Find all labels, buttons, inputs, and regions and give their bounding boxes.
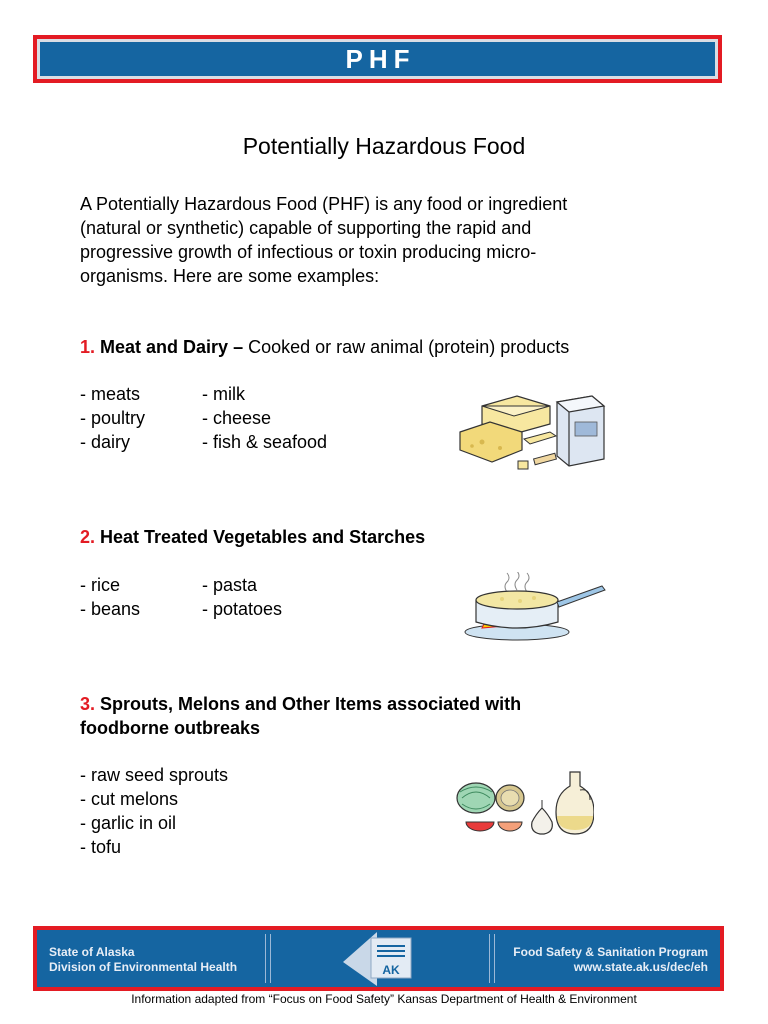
section-title: Sprouts, Melons and Other Items associated with	[100, 694, 522, 714]
pot-handle	[557, 586, 605, 607]
item-column	[80, 382, 145, 454]
item-column	[202, 382, 327, 454]
intro-line: (natural or synthetic) capable of supporting the rapid and	[80, 218, 532, 238]
footer-divider	[265, 934, 266, 983]
intro-line: organisms. Here are some examples:	[80, 266, 380, 286]
intro-paragraph	[80, 192, 680, 288]
list-item: - cut melons	[80, 789, 179, 809]
melons-garlic-illustration	[452, 768, 594, 840]
header-banner-inner	[40, 42, 715, 76]
footer-divider	[489, 934, 490, 983]
item-column	[80, 573, 140, 621]
footer-banner	[33, 926, 724, 991]
list-item: - rice	[80, 575, 120, 595]
section-title: Heat Treated Vegetables and Starches	[100, 527, 426, 547]
list-item: - garlic in oil	[80, 813, 177, 833]
cooking-pot-illustration	[462, 572, 607, 644]
page-title: Potentially Hazardous Food	[242, 133, 526, 159]
footer-divider	[270, 934, 271, 983]
alaska-logo-icon	[337, 928, 417, 988]
section-number: 2.	[80, 527, 96, 547]
intro-line: A Potentially Hazardous Food (PHF) is any food or ingredient	[80, 194, 568, 214]
section-number: 3.	[80, 694, 96, 714]
footer-program	[513, 945, 708, 975]
footer-divider	[494, 934, 495, 983]
intro-line: progressive growth of infectious or toxin producing micro-	[80, 242, 537, 262]
item-column	[80, 763, 228, 859]
header-banner	[33, 35, 722, 83]
section-number: 1.	[80, 337, 96, 357]
list-item: - poultry	[80, 408, 146, 428]
dairy-illustration	[452, 384, 612, 474]
section-1-heading	[80, 335, 680, 359]
logo-text: AK	[382, 963, 400, 977]
footer-state: State of Alaska	[49, 945, 135, 959]
section-separator: –	[228, 337, 249, 357]
section-description: Cooked or raw animal (protein) products	[248, 337, 570, 357]
list-item: - milk	[202, 384, 245, 404]
list-item: - tofu	[80, 837, 122, 857]
source-caption: Information adapted from “Focus on Food Safety” Kansas Department of Health & Environment	[131, 992, 637, 1006]
item-column	[202, 573, 282, 621]
section-3-heading	[80, 692, 680, 740]
footer-division: Division of Environmental Health	[49, 960, 238, 974]
section-title-continued: foodborne outbreaks	[80, 718, 261, 738]
footer-organization	[49, 945, 237, 975]
list-item: - cheese	[202, 408, 272, 428]
list-item: - beans	[80, 599, 141, 619]
footer-url: www.state.ak.us/dec/eh	[573, 960, 708, 974]
list-item: - dairy	[80, 432, 131, 452]
section-2-heading	[80, 525, 680, 549]
list-item: - meats	[80, 384, 141, 404]
list-item: - pasta	[202, 575, 258, 595]
list-item: - fish & seafood	[202, 432, 328, 452]
garlic	[532, 808, 553, 834]
banner-title: PHF	[345, 43, 416, 74]
section-title: Meat and Dairy	[100, 337, 229, 357]
footer-program-name: Food Safety & Sanitation Program	[513, 945, 708, 959]
list-item: - potatoes	[202, 599, 283, 619]
list-item: - raw seed sprouts	[80, 765, 229, 785]
